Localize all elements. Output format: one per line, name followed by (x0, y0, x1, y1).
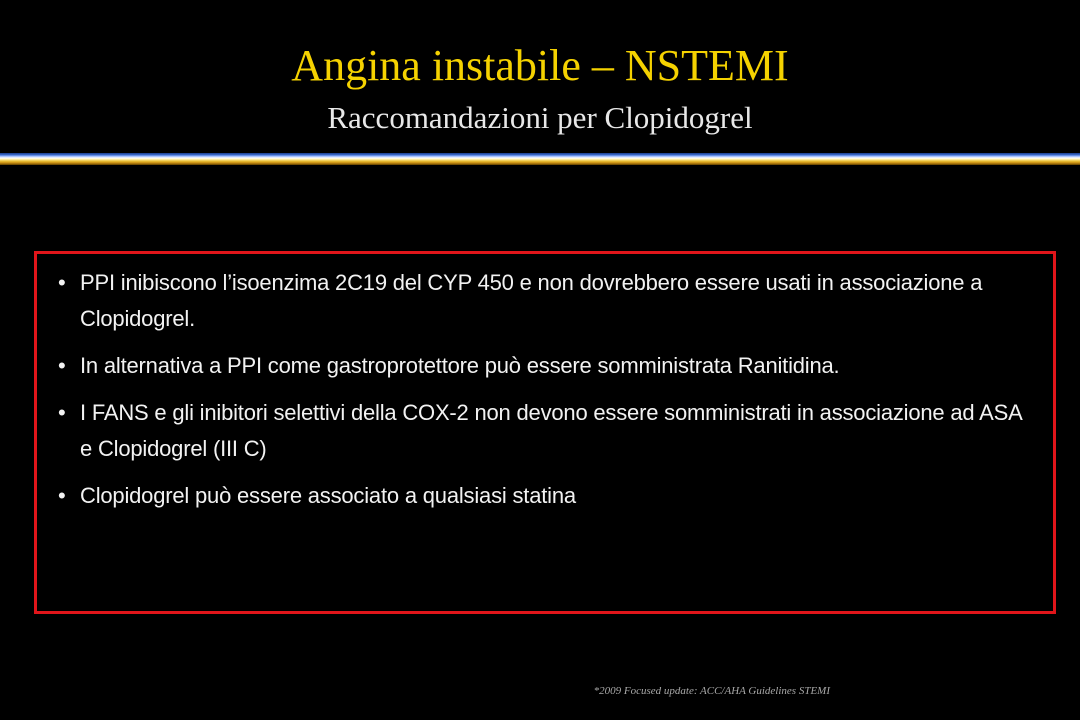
list-item-text: Clopidogrel può essere associato a qualsiasi statina (80, 483, 576, 508)
list-item-text: In alternativa a PPI come gastroprotettore può essere somministrata Ranitidina. (80, 353, 840, 378)
footnote-citation: *2009 Focused update: ACC/AHA Guidelines STEMI (593, 685, 830, 697)
list-item-text: PPI inibiscono l’isoenzima 2C19 del CYP 450 e non dovrebbero essere usati in associazione a Clopidogrel. (80, 270, 983, 331)
list-item (48, 395, 1038, 467)
slide-title: Angina instabile – NSTEMI (291, 41, 789, 90)
list-item-text: I FANS e gli inibitori selettivi della COX-2 non devono essere somministrati in associazione ad ASA e Clopidogrel (III C) (80, 400, 1022, 461)
slide-subtitle: Raccomandazioni per Clopidogrel (327, 100, 753, 135)
bullet-icon: • (58, 353, 66, 378)
recommendations-list (48, 265, 1038, 525)
bullet-icon: • (58, 400, 66, 425)
list-item (48, 348, 1038, 384)
title-divider (0, 153, 1080, 165)
list-item (48, 265, 1038, 337)
list-item (48, 478, 1038, 514)
bullet-icon: • (58, 483, 66, 508)
bullet-icon: • (58, 270, 66, 295)
